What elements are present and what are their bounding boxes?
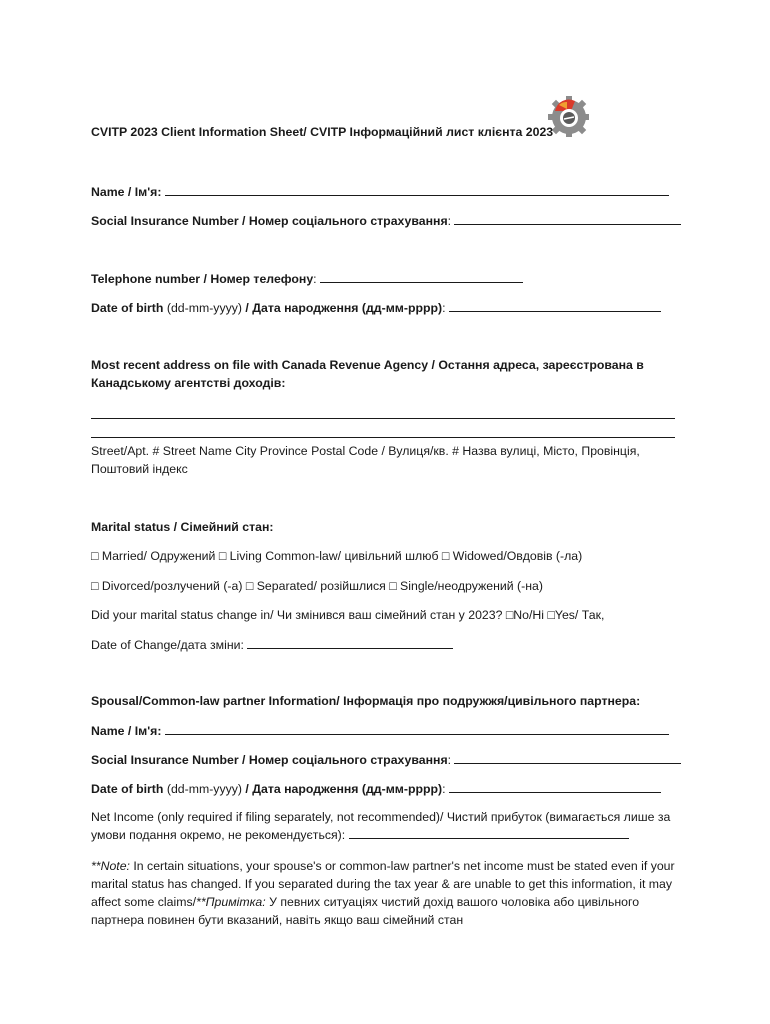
note-text-uk: У певних ситуаціях чистий дохід вашого чоловіка або цивільного партнера повинен бути вказаний, навіть якщо ваш сімейний стан	[91, 895, 640, 927]
spouse-dob-row: Date of birth (dd-mm-yyyy) / Дата народження (дд-мм-рррр):	[91, 780, 661, 797]
marital-heading: Marital status / Сімейний стан:	[91, 520, 274, 534]
spouse-dob-label-uk: / Дата народження (дд-мм-рррр)	[245, 782, 443, 796]
spouse-dob-format: (dd-mm-yyyy)	[166, 782, 242, 796]
form-title: CVITP 2023 Client Information Sheet/ CVITP Інформаційний лист клієнта 2023	[91, 125, 554, 139]
dob-row: Date of birth (dd-mm-yyyy) / Дата народження (дд-мм-рррр):	[91, 299, 661, 316]
net-income-label: Net Income (only required if filing separately, not recommended)/ Чистий прибуток (вимагається лише за умови подання окремо, не рекомендується):	[91, 810, 671, 842]
dob-field[interactable]	[449, 299, 661, 312]
sin-field[interactable]	[454, 212, 681, 225]
note-prefix: **Note:	[91, 859, 130, 873]
note-text-en: In certain situations, your spouse's or common-law partner's net income must be stated even if your marital status has changed. If you separated during the tax year & are unable to get this information, it may affect some claims/	[91, 859, 675, 909]
address-line-1[interactable]	[91, 418, 675, 419]
marital-options-row2[interactable]: □ Divorced/розлучений (-а) □ Separated/ розійшлися □ Single/неодружений (-на)	[91, 579, 543, 593]
note-prefix-uk: **Примітка:	[196, 895, 266, 909]
spouse-dob-label-en: Date of birth	[91, 782, 164, 796]
address-caption: Street/Apt. # Street Name City Province Postal Code / Вулиця/кв. # Назва вулиці, Місто, Провінція, Поштовий індекс	[91, 444, 640, 476]
phone-label: Telephone number / Номер телефону	[91, 272, 314, 286]
net-income-row	[91, 808, 676, 844]
change-date-label: Date of Change/дата зміни:	[91, 638, 244, 652]
name-row	[91, 183, 669, 200]
phone-field[interactable]	[320, 270, 523, 283]
address-heading: Most recent address on file with Canada Revenue Agency / Остання адреса, зареєстрована в Канадському агентстві доходів:	[91, 358, 644, 390]
phone-row: Telephone number / Номер телефону:	[91, 270, 523, 287]
spouse-name-row	[91, 722, 669, 739]
spouse-dob-field[interactable]	[449, 780, 661, 793]
marital-options-row1[interactable]: □ Married/ Одружений □ Living Common-law/ цивільний шлюб □ Widowed/Овдовів (-ла)	[91, 549, 583, 563]
dob-label-uk: / Дата народження (дд-мм-рррр)	[245, 301, 443, 315]
spouse-sin-label: Social Insurance Number / Номер соціального страхування	[91, 753, 448, 767]
note-paragraph	[91, 857, 679, 929]
spouse-heading: Spousal/Common-law partner Information/ Інформація про подружжя/цивільного партнера:	[91, 694, 641, 708]
change-date-field[interactable]	[247, 636, 453, 649]
spouse-sin-row: Social Insurance Number / Номер соціального страхування:	[91, 751, 681, 768]
name-field[interactable]	[165, 183, 669, 196]
dob-format: (dd-mm-yyyy)	[166, 301, 242, 315]
sin-label: Social Insurance Number / Номер соціального страхування	[91, 214, 448, 228]
dob-label-en: Date of birth	[91, 301, 164, 315]
marital-change-question[interactable]: Did your marital status change in/ Чи змінився ваш сімейний стан у 2023? □No/Ні □Yes/ Так,	[91, 608, 605, 622]
sin-row: Social Insurance Number / Номер соціального страхування:	[91, 212, 681, 229]
address-line-2[interactable]	[91, 437, 675, 438]
spouse-sin-field[interactable]	[454, 751, 681, 764]
spouse-name-field[interactable]	[165, 722, 669, 735]
spouse-name-label: Name / Ім'я:	[91, 724, 162, 738]
name-label: Name / Ім'я:	[91, 185, 162, 199]
change-date-row	[91, 636, 453, 653]
net-income-field[interactable]	[349, 826, 629, 839]
